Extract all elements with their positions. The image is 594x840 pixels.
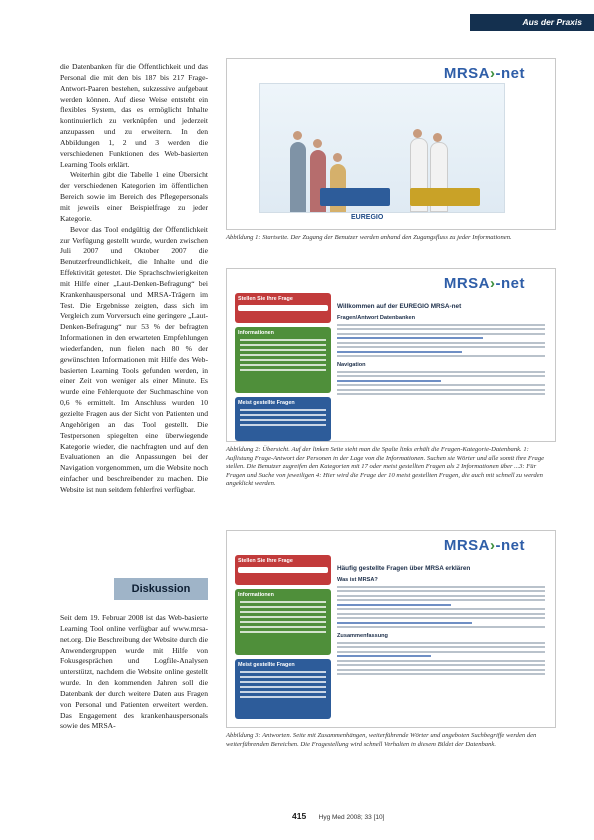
body-paragraph: Seit dem 19. Februar 2008 ist das Web-basierte Learning Tool online verfügbar auf www.mrsa-net.org. Die Beschreibung der Website durch die Anwendergruppen wurde mit Hilfe von Fokusgesprächen und Logfile-Analysen unterstützt, nachdem die Website online gestellt wurde. In den kommenden Jahren soll die Datenbank der durch weitere Daten aus Fragen von Personal und Patienten erweitert werden. Das Engagement des krankenhauspersonals sowie des MRSA-	[60, 613, 208, 731]
sidebar	[235, 293, 331, 442]
figure-1	[226, 58, 556, 243]
information-block: Informationen	[235, 589, 331, 655]
discussion-text	[60, 613, 208, 732]
euregio-logo: EUREGIO	[351, 214, 384, 221]
public-button[interactable]	[320, 188, 390, 206]
body-paragraph: Weiterhin gibt die Tabelle 1 eine Übersicht der verschiedenen Kategorien im öffentlichen Bereich sowie im Bereich des Pflegepersonals mit jeweils einer Beispielfrage zu jeder Kategorie.	[60, 170, 208, 223]
information-block: Informationen	[235, 327, 331, 393]
content-area	[337, 565, 545, 675]
staff-button[interactable]	[410, 188, 480, 206]
question-input[interactable]	[238, 305, 328, 311]
content-section: Zusammenfassung	[337, 633, 388, 639]
sidebar	[235, 555, 331, 723]
hero-panel	[259, 83, 505, 213]
figure-3	[226, 530, 556, 749]
figure-2	[226, 268, 556, 489]
left-column	[60, 62, 208, 496]
discussion-heading: Diskussion	[114, 578, 208, 600]
faq-block: Meist gestellte Fragen	[235, 659, 331, 719]
body-paragraph: Bevor das Tool endgültig der Öffentlichkeit zur Verfügung gestellt wurde, wurden zwischen Juli 2007 und Oktober 2007 die Benutzerfreundlichkeit, die Inhalte und die Effektivität getestet. Die Sprachschwierigkeiten mit Hilfe einer „Laut-Denken-Befragung“ bei Krankenhauspersonal und MRSA-Trägern im Test. Die Ergebnisse zeigten, dass sich im Vergleich zum Vorversuch eine geringere „Laut-Denken-Befragung“ nur 53 % der befragten Informationen in den erwarteten Empfehlungen wiederfanden, nun fielen nach 80 % der gewünschten Informationen mit Hilfe des Web-basierten Learning Tools gefunden werden, in einer Zeit von weniger als einer Minute. Es wurde eine Fehlerquote der Suchmaschine von 0,6 % ermittelt. Im Anschluss wurden 10 gezielte Fragen aus der Sicht von Patienten und Angehörigen an das Tool gestellt. Die Testpersonen spiegelten eine überwiegende Kategorie wieder, die nachfragten und auf den Evaluationen an die Anpassungen bei der Navigation vorgenommen, um die Website noch einfacher und beschreibender zu machen. Die Website ist nun seitdem fehlerfrei verfügbar.	[60, 224, 208, 494]
figure-2-caption: Abbildung 2: Übersicht. Auf der linken Seite sieht man die Spalte links erhält die Fragen-Kategorie-Datenbank. 1: Auflistung Frage-Antwort der Personen in der Lage von die Informationen. Suchen sie Wörter und alle somit ihre Frage stellen. Die Benutzer zugreifen den Kategorien mit 17 oder meist gestellten Fragen als 2 Informationen über ...3: Für Fragen und Suche von jeweiligen 4: Hier wird die Frage der 10 meist gestellten Fragen, die auch mit schnell zu werden angeklickt werden.	[226, 446, 545, 488]
mrsa-net-logo: MRSA›-net	[443, 65, 525, 82]
content-title: Häufig gestellte Fragen über MRSA erklären	[337, 565, 471, 572]
figure-1-caption: Abbildung 1: Startseite. Der Zugang der Benutzer werden anhand den Zugangsfluss zu jeder Informationen.	[226, 234, 512, 241]
page-number: 415	[292, 811, 307, 821]
content-area	[337, 303, 545, 395]
mrsa-net-logo: MRSA›-net	[443, 537, 525, 554]
content-section: Navigation	[337, 362, 366, 368]
figure-1-screenshot	[226, 58, 556, 230]
issue-info: Hyg Med 2008; 33 [10]	[318, 814, 385, 821]
figure-3-screenshot	[226, 530, 556, 728]
figure-3-caption: Abbildung 3: Antworten. Seite mit Zusammenhängen, weiterführende Wörter und angeboten Suchbegriffe werden den weiterführenden Bereichen. Die Fragestellung wird schnell Verhalten in diesem Bildet der Datenbank.	[226, 732, 537, 748]
body-paragraph: die Datenbanken für die Öffentlichkeit und das Personal die mit den bis 187 bis 217 Frage-Antwort-Paaren bestehen, sukzessive aufgebaut werden können. Auf diese Weise entsteht ein flexibles System, das es ermöglicht Inhalte kontinuierlich zu verknüpfen und jederzeit anzupassen und zu erweitern. In den Abbildungen 1, 2 und 3 werden die verschiedenen Funktionen des Web-basierten Learning Tools erklärt.	[60, 62, 208, 169]
ask-question-block: Stellen Sie Ihre Frage	[235, 555, 331, 585]
content-title: Willkommen auf der EUREGIO MRSA-net	[337, 303, 462, 310]
mrsa-net-logo: MRSA›-net	[443, 275, 525, 292]
ask-question-block: Stellen Sie Ihre Frage	[235, 293, 331, 323]
content-subtitle: Fragen/Antwort Datenbanken	[337, 315, 416, 321]
content-subtitle: Was ist MRSA?	[337, 577, 378, 583]
section-tag: Aus der Praxis	[470, 14, 594, 31]
faq-block: Meist gestellte Fragen	[235, 397, 331, 441]
page-footer	[292, 806, 384, 824]
figure-2-screenshot	[226, 268, 556, 442]
question-input[interactable]	[238, 567, 328, 573]
